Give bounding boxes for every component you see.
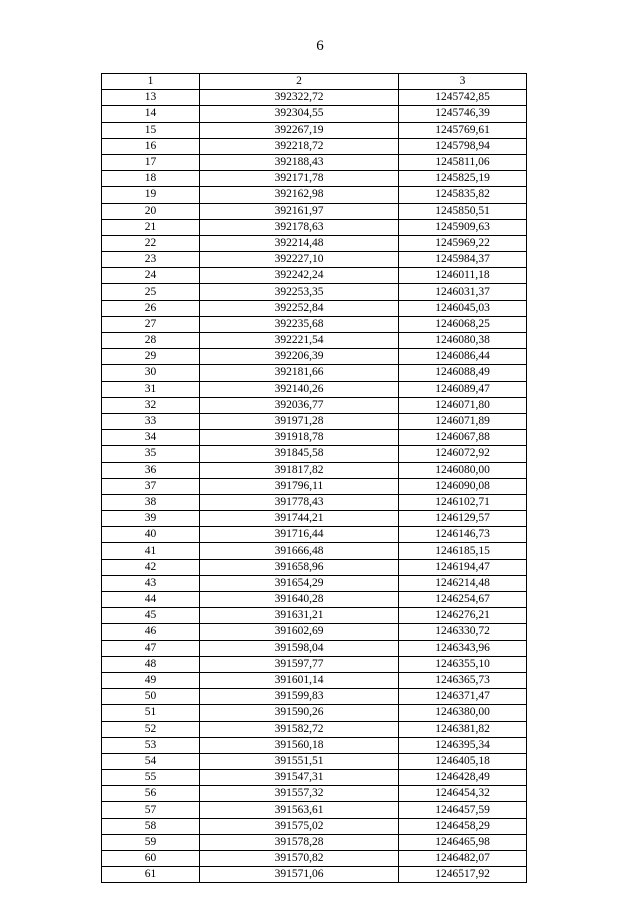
y-coordinate-cell: 1246089,47 (399, 381, 527, 397)
x-coordinate-cell: 391570,82 (200, 851, 399, 867)
point-number-cell: 25 (102, 284, 200, 300)
x-coordinate-cell: 392140,26 (200, 381, 399, 397)
table-row (102, 333, 527, 349)
x-coordinate-cell: 391716,44 (200, 527, 399, 543)
y-coordinate-cell: 1245835,82 (399, 187, 527, 203)
header-cell-2: 2 (200, 74, 399, 90)
x-coordinate-cell: 391601,14 (200, 672, 399, 688)
point-number-cell: 37 (102, 478, 200, 494)
x-coordinate-cell: 392206,39 (200, 349, 399, 365)
point-number-cell: 48 (102, 656, 200, 672)
point-number-cell: 41 (102, 543, 200, 559)
table-row (102, 640, 527, 656)
point-number-cell: 45 (102, 608, 200, 624)
point-number-cell: 53 (102, 737, 200, 753)
x-coordinate-cell: 391597,77 (200, 656, 399, 672)
x-coordinate-cell: 391918,78 (200, 430, 399, 446)
point-number-cell: 54 (102, 753, 200, 769)
table-row (102, 462, 527, 478)
y-coordinate-cell: 1246355,10 (399, 656, 527, 672)
y-coordinate-cell: 1245909,63 (399, 219, 527, 235)
x-coordinate-cell: 391575,02 (200, 818, 399, 834)
table-row (102, 187, 527, 203)
point-number-cell: 47 (102, 640, 200, 656)
y-coordinate-cell: 1246080,38 (399, 333, 527, 349)
x-coordinate-cell: 392181,66 (200, 365, 399, 381)
x-coordinate-cell: 392235,68 (200, 316, 399, 332)
table-row (102, 608, 527, 624)
x-coordinate-cell: 392178,63 (200, 219, 399, 235)
y-coordinate-cell: 1246457,59 (399, 802, 527, 818)
point-number-cell: 30 (102, 365, 200, 381)
y-coordinate-cell: 1246071,80 (399, 397, 527, 413)
y-coordinate-cell: 1246086,44 (399, 349, 527, 365)
y-coordinate-cell: 1246011,18 (399, 268, 527, 284)
y-coordinate-cell: 1246185,15 (399, 543, 527, 559)
table-row (102, 721, 527, 737)
table-row (102, 851, 527, 867)
table-row (102, 252, 527, 268)
table-row (102, 624, 527, 640)
y-coordinate-cell: 1246071,89 (399, 413, 527, 429)
y-coordinate-cell: 1245811,06 (399, 154, 527, 170)
x-coordinate-cell: 391845,58 (200, 446, 399, 462)
table-row (102, 834, 527, 850)
point-number-cell: 24 (102, 268, 200, 284)
y-coordinate-cell: 1246482,07 (399, 851, 527, 867)
y-coordinate-cell: 1246365,73 (399, 672, 527, 688)
point-number-cell: 35 (102, 446, 200, 462)
table-row (102, 543, 527, 559)
point-number-cell: 22 (102, 235, 200, 251)
point-number-cell: 27 (102, 316, 200, 332)
y-coordinate-cell: 1246395,34 (399, 737, 527, 753)
y-coordinate-cell: 1246031,37 (399, 284, 527, 300)
table-row (102, 171, 527, 187)
table-row (102, 802, 527, 818)
table-row (102, 235, 527, 251)
table-row (102, 818, 527, 834)
y-coordinate-cell: 1246129,57 (399, 511, 527, 527)
point-number-cell: 21 (102, 219, 200, 235)
point-number-cell: 33 (102, 413, 200, 429)
x-coordinate-cell: 392227,10 (200, 252, 399, 268)
table-row (102, 592, 527, 608)
point-number-cell: 52 (102, 721, 200, 737)
table-row (102, 138, 527, 154)
table-row (102, 268, 527, 284)
y-coordinate-cell: 1246454,32 (399, 786, 527, 802)
y-coordinate-cell: 1246067,88 (399, 430, 527, 446)
y-coordinate-cell: 1246465,98 (399, 834, 527, 850)
y-coordinate-cell: 1246517,92 (399, 867, 527, 883)
table-row (102, 316, 527, 332)
x-coordinate-cell: 391602,69 (200, 624, 399, 640)
y-coordinate-cell: 1246254,67 (399, 592, 527, 608)
y-coordinate-cell: 1245969,22 (399, 235, 527, 251)
table-row (102, 689, 527, 705)
point-number-cell: 59 (102, 834, 200, 850)
table-row (102, 154, 527, 170)
x-coordinate-cell: 392253,35 (200, 284, 399, 300)
table-row (102, 672, 527, 688)
y-coordinate-cell: 1246381,82 (399, 721, 527, 737)
y-coordinate-cell: 1245984,37 (399, 252, 527, 268)
point-number-cell: 56 (102, 786, 200, 802)
table-row (102, 737, 527, 753)
y-coordinate-cell: 1246194,47 (399, 559, 527, 575)
point-number-cell: 28 (102, 333, 200, 349)
y-coordinate-cell: 1246088,49 (399, 365, 527, 381)
x-coordinate-cell: 392162,98 (200, 187, 399, 203)
point-number-cell: 50 (102, 689, 200, 705)
x-coordinate-cell: 392036,77 (200, 397, 399, 413)
y-coordinate-cell: 1246146,73 (399, 527, 527, 543)
point-number-cell: 31 (102, 381, 200, 397)
x-coordinate-cell: 391796,11 (200, 478, 399, 494)
point-number-cell: 32 (102, 397, 200, 413)
table-row (102, 559, 527, 575)
table-body (102, 90, 527, 883)
x-coordinate-cell: 391571,06 (200, 867, 399, 883)
page-number: 6 (316, 38, 324, 54)
point-number-cell: 23 (102, 252, 200, 268)
table-row (102, 527, 527, 543)
header-row (102, 74, 527, 90)
y-coordinate-cell: 1246276,21 (399, 608, 527, 624)
y-coordinate-cell: 1246330,72 (399, 624, 527, 640)
x-coordinate-cell: 391599,83 (200, 689, 399, 705)
table-row (102, 494, 527, 510)
table-row (102, 122, 527, 138)
x-coordinate-cell: 392218,72 (200, 138, 399, 154)
table-row (102, 446, 527, 462)
table-row (102, 770, 527, 786)
y-coordinate-cell: 1246458,29 (399, 818, 527, 834)
point-number-cell: 17 (102, 154, 200, 170)
point-number-cell: 46 (102, 624, 200, 640)
x-coordinate-cell: 391578,28 (200, 834, 399, 850)
x-coordinate-cell: 391547,31 (200, 770, 399, 786)
point-number-cell: 36 (102, 462, 200, 478)
x-coordinate-cell: 392161,97 (200, 203, 399, 219)
y-coordinate-cell: 1245769,61 (399, 122, 527, 138)
y-coordinate-cell: 1245850,51 (399, 203, 527, 219)
y-coordinate-cell: 1246343,96 (399, 640, 527, 656)
point-number-cell: 26 (102, 300, 200, 316)
x-coordinate-cell: 391560,18 (200, 737, 399, 753)
coordinates-table (101, 73, 527, 883)
table-row (102, 656, 527, 672)
point-number-cell: 49 (102, 672, 200, 688)
x-coordinate-cell: 392221,54 (200, 333, 399, 349)
y-coordinate-cell: 1246405,18 (399, 753, 527, 769)
table-row (102, 381, 527, 397)
x-coordinate-cell: 391817,82 (200, 462, 399, 478)
x-coordinate-cell: 392171,78 (200, 171, 399, 187)
point-number-cell: 29 (102, 349, 200, 365)
x-coordinate-cell: 391971,28 (200, 413, 399, 429)
y-coordinate-cell: 1246080,00 (399, 462, 527, 478)
point-number-cell: 58 (102, 818, 200, 834)
table-row (102, 786, 527, 802)
y-coordinate-cell: 1246045,03 (399, 300, 527, 316)
table-row (102, 349, 527, 365)
table-row (102, 413, 527, 429)
x-coordinate-cell: 391557,32 (200, 786, 399, 802)
point-number-cell: 39 (102, 511, 200, 527)
x-coordinate-cell: 391744,21 (200, 511, 399, 527)
point-number-cell: 42 (102, 559, 200, 575)
y-coordinate-cell: 1246102,71 (399, 494, 527, 510)
point-number-cell: 14 (102, 106, 200, 122)
y-coordinate-cell: 1246068,25 (399, 316, 527, 332)
x-coordinate-cell: 392242,24 (200, 268, 399, 284)
x-coordinate-cell: 392188,43 (200, 154, 399, 170)
table-header (102, 74, 527, 90)
x-coordinate-cell: 391563,61 (200, 802, 399, 818)
point-number-cell: 34 (102, 430, 200, 446)
table-row (102, 203, 527, 219)
y-coordinate-cell: 1246428,49 (399, 770, 527, 786)
point-number-cell: 15 (102, 122, 200, 138)
table-row (102, 478, 527, 494)
x-coordinate-cell: 391778,43 (200, 494, 399, 510)
table-row (102, 219, 527, 235)
x-coordinate-cell: 392252,84 (200, 300, 399, 316)
header-cell-3: 3 (399, 74, 527, 90)
table-row (102, 365, 527, 381)
point-number-cell: 44 (102, 592, 200, 608)
point-number-cell: 19 (102, 187, 200, 203)
point-number-cell: 18 (102, 171, 200, 187)
point-number-cell: 40 (102, 527, 200, 543)
x-coordinate-cell: 391654,29 (200, 575, 399, 591)
y-coordinate-cell: 1246214,48 (399, 575, 527, 591)
point-number-cell: 61 (102, 867, 200, 883)
y-coordinate-cell: 1245746,39 (399, 106, 527, 122)
table-row (102, 300, 527, 316)
x-coordinate-cell: 391551,51 (200, 753, 399, 769)
x-coordinate-cell: 391631,21 (200, 608, 399, 624)
x-coordinate-cell: 392267,19 (200, 122, 399, 138)
table-row (102, 867, 527, 883)
y-coordinate-cell: 1245825,19 (399, 171, 527, 187)
x-coordinate-cell: 391590,26 (200, 705, 399, 721)
y-coordinate-cell: 1246380,00 (399, 705, 527, 721)
table-row (102, 397, 527, 413)
table-row (102, 511, 527, 527)
x-coordinate-cell: 392214,48 (200, 235, 399, 251)
y-coordinate-cell: 1246371,47 (399, 689, 527, 705)
x-coordinate-cell: 391666,48 (200, 543, 399, 559)
x-coordinate-cell: 391640,28 (200, 592, 399, 608)
header-cell-1: 1 (102, 74, 200, 90)
x-coordinate-cell: 391658,96 (200, 559, 399, 575)
table-row (102, 284, 527, 300)
y-coordinate-cell: 1246072,92 (399, 446, 527, 462)
x-coordinate-cell: 391582,72 (200, 721, 399, 737)
table-row (102, 705, 527, 721)
point-number-cell: 13 (102, 90, 200, 106)
x-coordinate-cell: 391598,04 (200, 640, 399, 656)
table-row (102, 430, 527, 446)
table-row (102, 90, 527, 106)
table-row (102, 753, 527, 769)
x-coordinate-cell: 392304,55 (200, 106, 399, 122)
point-number-cell: 38 (102, 494, 200, 510)
point-number-cell: 43 (102, 575, 200, 591)
point-number-cell: 60 (102, 851, 200, 867)
point-number-cell: 20 (102, 203, 200, 219)
point-number-cell: 16 (102, 138, 200, 154)
y-coordinate-cell: 1245742,85 (399, 90, 527, 106)
y-coordinate-cell: 1246090,08 (399, 478, 527, 494)
table-row (102, 575, 527, 591)
x-coordinate-cell: 392322,72 (200, 90, 399, 106)
point-number-cell: 57 (102, 802, 200, 818)
point-number-cell: 51 (102, 705, 200, 721)
y-coordinate-cell: 1245798,94 (399, 138, 527, 154)
point-number-cell: 55 (102, 770, 200, 786)
table-row (102, 106, 527, 122)
